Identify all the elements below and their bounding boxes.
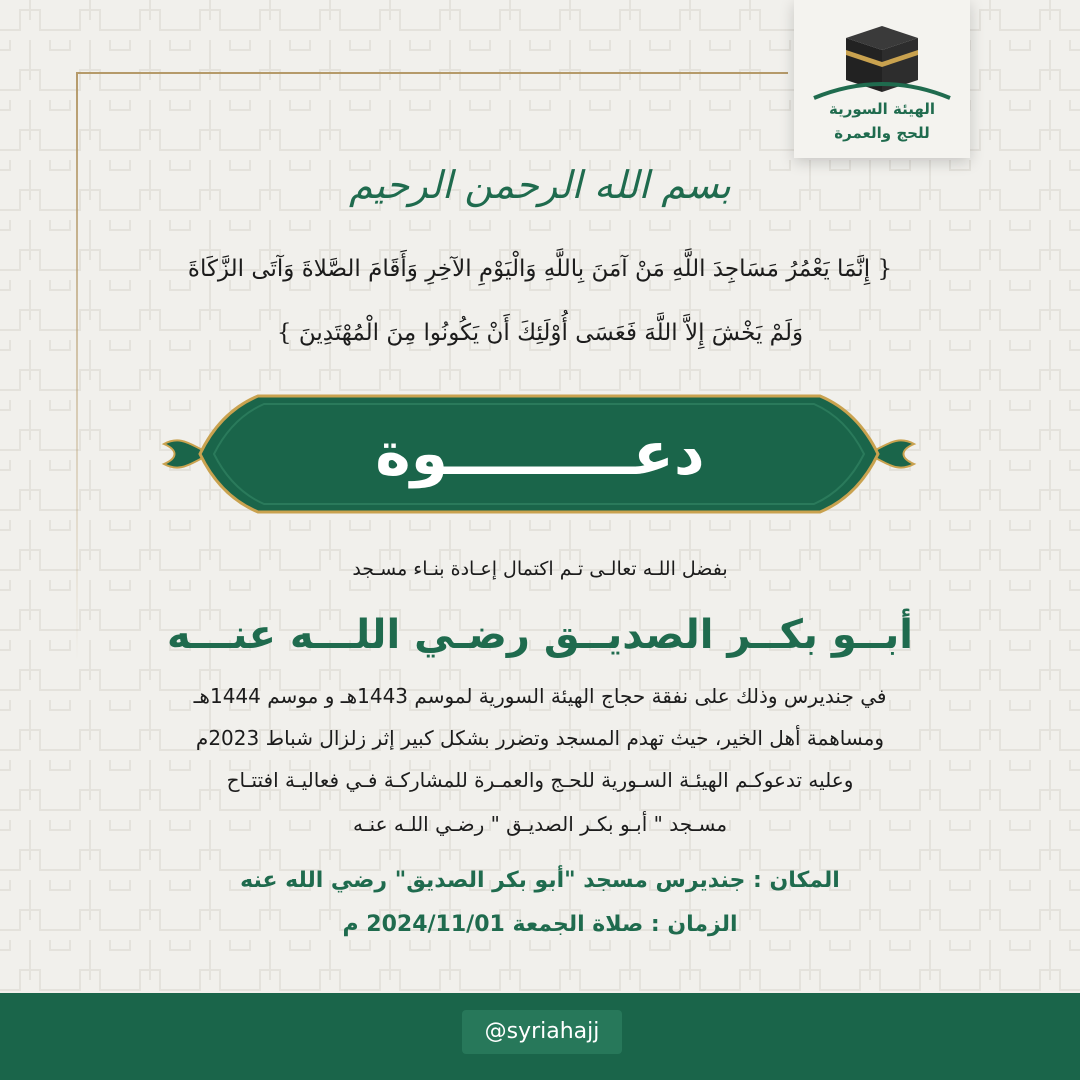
event-time: الزمان : صلاة الجمعة 2024/11/01 م — [342, 912, 738, 937]
logo-card — [794, 0, 970, 158]
frame-top-line — [76, 72, 788, 74]
banner-title: دعـــــــــوة — [375, 419, 705, 489]
frame-left-line — [76, 72, 78, 662]
kaaba-icon — [794, 0, 970, 100]
basmala-calligraphy: بسم الله الرحمن الرحيم — [349, 163, 731, 207]
verse-line-1: { إِنَّمَا يَعْمُرُ مَسَاجِدَ اللَّهِ مَنْ آمَنَ بِاللَّهِ وَالْيَوْمِ الآخِرِ وَأَقَامَ الصَّلاةَ وَآتَى الزَّكَاةَ — [187, 256, 893, 282]
invitation-body-line-2: ومساهمة أهل الخير، حيث تهدم المسجد وتضرر بشكل كبير إثر زلزال شباط 2023م — [195, 726, 885, 750]
invitation-body-line-1: في جنديرس وذلك على نفقة حجاج الهيئة السورية لموسم 1443هـ و موسم 1444هـ — [193, 684, 887, 708]
verse-line-2: وَلَمْ يَخْشَ إِلاَّ اللَّهَ فَعَسَى أُوْلَئِكَ أَنْ يَكُونُوا مِنَ الْمُهْتَدِينَ } — [276, 320, 804, 346]
social-handle[interactable]: @syriahajj — [484, 1019, 600, 1044]
logo-subtitle: للحج والعمرة — [834, 124, 930, 142]
invitation-intro: بفضل اللـه تعالـى تـم اكتمال إعـادة بنـاء مسـجد — [352, 558, 728, 580]
mosque-name: أبــو بكــر الصديــق رضـي اللـــه عنـــه — [166, 612, 914, 658]
logo-title: الهيئة السورية — [828, 100, 936, 118]
invitation-body-line-3: وعليه تدعوكـم الهيئـة السـورية للحـج والعمـرة للمشاركـة فـي فعاليـة افتتـاح — [226, 768, 854, 792]
event-place: المكان : جنديرس مسجد "أبو بكر الصديق" رضي الله عنه — [240, 868, 840, 893]
invitation-body-line-4: مسـجد " أبـو بكـر الصديـق " رضـي اللـه عنـه — [352, 812, 728, 836]
